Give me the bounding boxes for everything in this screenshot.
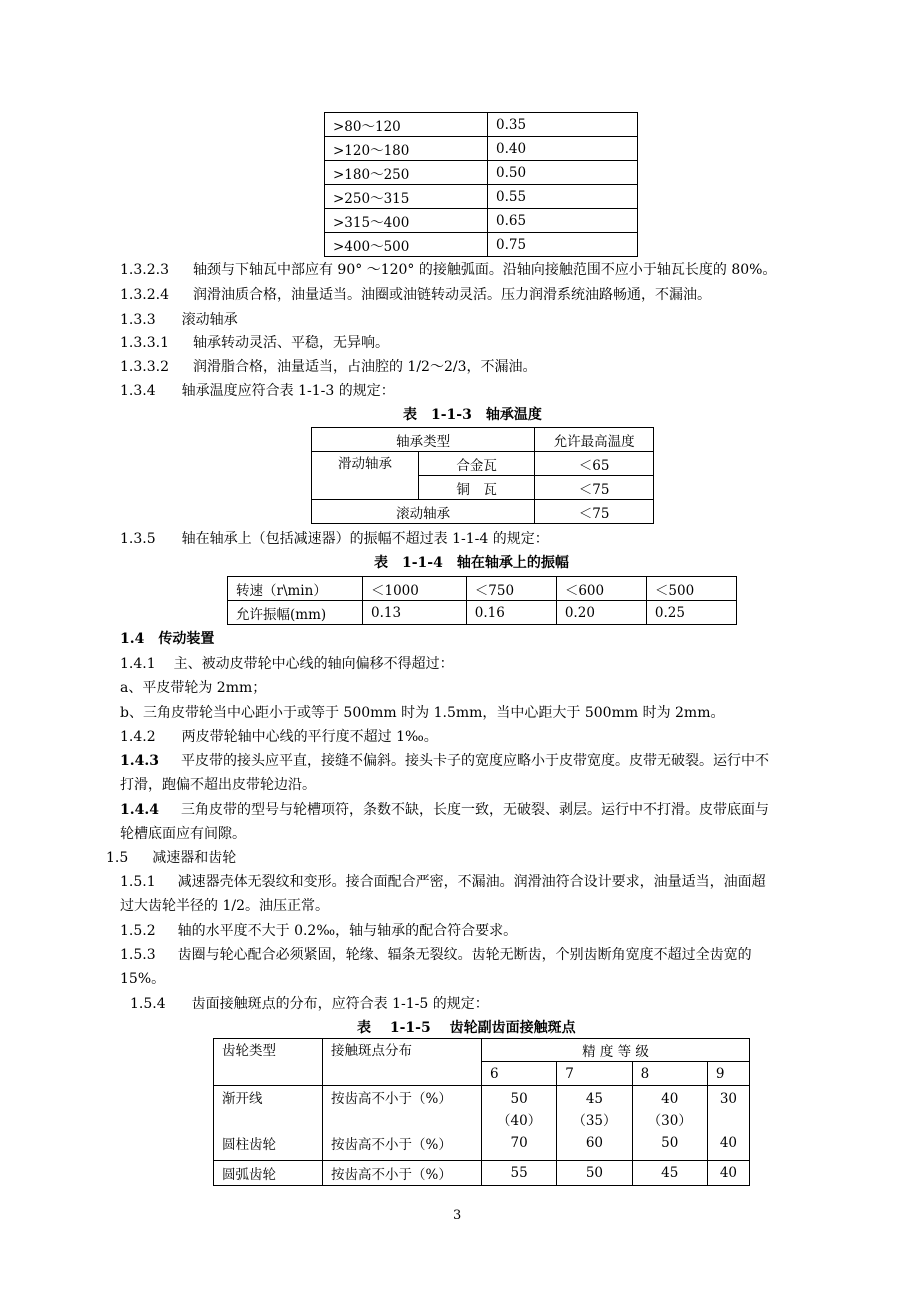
clause-1-4-4: 1.4.4 三角皮带的型号与轮槽项符，条数不缺，长度一致，无破裂、剥层。运行中不打滑。皮带底面与 — [120, 802, 769, 818]
clause-1-5-1: 1.5.1 减速器壳体无裂纹和变形。接合面配合严密，不漏油。润滑油符合设计要求，油量适当，油面超 — [120, 874, 766, 890]
clause-1-3-5: 1.3.5 轴在轴承上（包括减速器）的振幅不超过表 1-1-4 的规定： — [120, 531, 549, 547]
section-heading-1-4: 1.4 传动装置 — [120, 631, 215, 647]
clause-1-5-3-cont: 15%。 — [120, 971, 166, 987]
clause-1-5-2: 1.5.2 轴的水平度不大于 0.2‰，轴与轴承的配合符合要求。 — [120, 923, 518, 939]
clause-1-3-3: 1.3.3 滚动轴承 — [120, 312, 238, 328]
table-row: 转速（r\min） ＜1000 ＜750 ＜600 ＜500 — [228, 577, 737, 601]
table-row: >315～400 0.65 — [325, 209, 638, 233]
table-row: 轴承类型 允许最高温度 — [312, 428, 654, 452]
clause-1-4-2: 1.4.2 两皮带轮轴中心线的平行度不超过 1‰。 — [120, 729, 438, 745]
table-caption: 表 1-1-3 轴承温度 — [403, 407, 542, 423]
bearing-temperature-table — [311, 427, 654, 524]
table-row: >120～180 0.40 — [325, 137, 638, 161]
table-row: >400～500 0.75 — [325, 233, 638, 257]
clause-1-4-1-a: a、平皮带轮为 2mm； — [120, 680, 267, 696]
table-caption: 表 1-1-4 轴在轴承上的振幅 — [374, 555, 569, 571]
table-caption: 表 1-1-5 齿轮副齿面接触斑点 — [357, 1020, 576, 1036]
table-row: >250～315 0.55 — [325, 185, 638, 209]
table-row: >180～250 0.50 — [325, 161, 638, 185]
clause-1-3-2-4: 1.3.2.4 润滑油质合格，油量适当。油圈或油链转动灵活。压力润滑系统油路畅通，不漏油。 — [120, 287, 711, 303]
clause-1-3-3-1: 1.3.3.1 轴承转动灵活、平稳，无异响。 — [120, 335, 389, 351]
vibration-table — [227, 576, 737, 625]
clause-1-3-2-3: 1.3.2.3 轴颈与下轴瓦中部应有 90° ～120° 的接触弧面。沿轴向接触范围不应小于轴瓦长度的 80%。 — [120, 262, 777, 278]
table-row: >80～120 0.35 — [325, 113, 638, 137]
table-row: 齿轮类型 接触斑点分布 精 度 等 级 — [214, 1039, 750, 1062]
clearance-table — [324, 112, 638, 257]
section-heading-1-5: 1.5 减速器和齿轮 — [106, 850, 237, 866]
clause-1-4-1: 1.4.1 主、被动皮带轮中心线的轴向偏移不得超过： — [120, 656, 454, 672]
table-row: 圆弧齿轮 按齿高不小于（%） 55 50 45 40 — [214, 1161, 750, 1186]
table-row: 6 7 8 9 — [214, 1062, 750, 1086]
clause-1-4-4-cont: 轮槽底面应有间隙。 — [120, 826, 246, 842]
clause-1-4-1-b: b、三角皮带轮当中心距小于或等于 500mm 时为 1.5mm，当中心距大于 500mm 时为 2mm。 — [120, 705, 725, 721]
page-number: 3 — [453, 1208, 462, 1223]
clause-1-5-1-cont: 过大齿轮半径的 1/2。油压正常。 — [120, 898, 329, 914]
table-row: 滑动轴承 合金瓦 ＜65 — [312, 452, 654, 476]
gear-contact-table — [213, 1038, 750, 1186]
table-row: 允许振幅(mm) 0.13 0.16 0.20 0.25 — [228, 601, 737, 625]
clause-1-4-3-cont: 打滑，跑偏不超出皮带轮边沿。 — [120, 777, 316, 793]
clause-1-5-4: 1.5.4 齿面接触斑点的分布，应符合表 1-1-5 的规定： — [130, 996, 489, 1012]
table-row: 铜 瓦 ＜75 — [312, 476, 654, 500]
table-row: 渐开线 圆柱齿轮 按齿高不小于（%） 按齿高不小于（%） 50 （40） 70 45 （35） 60 40 （30） 50 30 40 — [214, 1086, 750, 1161]
clause-1-3-3-2: 1.3.3.2 润滑脂合格，油量适当，占油腔的 1/2～2/3，不漏油。 — [120, 359, 537, 375]
clause-1-3-4: 1.3.4 轴承温度应符合表 1-1-3 的规定： — [120, 383, 395, 399]
clause-1-5-3: 1.5.3 齿圈与轮心配合必须紧固，轮缘、辐条无裂纹。齿轮无断齿，个别齿断角宽度不超过全齿宽的 — [120, 947, 752, 963]
clause-1-4-3: 1.4.3 平皮带的接头应平直，接缝不偏斜。接头卡子的宽度应略小于皮带宽度。皮带无破裂。运行中不 — [120, 753, 769, 769]
table-row: 滚动轴承 ＜75 — [312, 500, 654, 524]
